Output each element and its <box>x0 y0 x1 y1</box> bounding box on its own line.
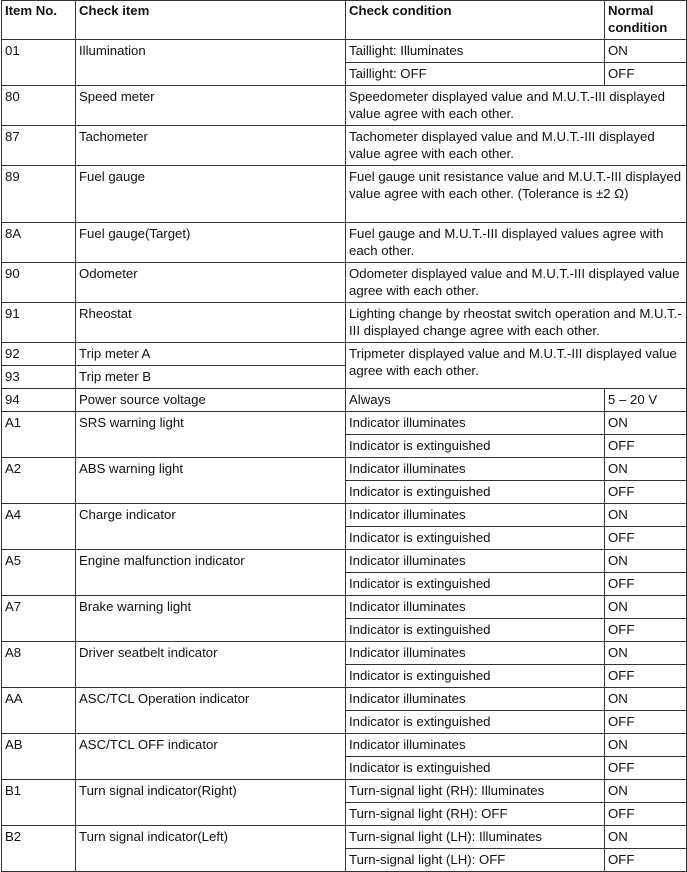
normal-condition-cell: ON <box>605 412 687 435</box>
normal-condition-cell: OFF <box>605 435 687 458</box>
table-row <box>2 412 687 435</box>
normal-condition-cell: 5 – 20 V <box>605 389 687 412</box>
header-item-no: Item No. <box>2 1 76 40</box>
check-condition-cell: Taillight: OFF <box>346 63 605 86</box>
table-row <box>2 826 687 849</box>
check-item-cell: ASC/TCL OFF indicator <box>76 734 346 780</box>
check-condition-cell: Indicator is extinguished <box>346 573 605 596</box>
item-no-cell: B1 <box>2 780 76 826</box>
normal-condition-cell: OFF <box>605 757 687 780</box>
check-item-cell: Brake warning light <box>76 596 346 642</box>
header-row <box>2 1 687 40</box>
normal-condition-cell: ON <box>605 40 687 63</box>
header-check-item: Check item <box>76 1 346 40</box>
check-item-cell: Illumination <box>76 40 346 86</box>
check-condition-cell: Fuel gauge and M.U.T.-III displayed values agree with each other. <box>346 223 687 263</box>
table-row <box>2 389 687 412</box>
normal-condition-cell: OFF <box>605 527 687 550</box>
check-condition-cell: Fuel gauge unit resistance value and M.U.T.-III displayed value agree with each other. (Tolerance is ±2 Ω) <box>346 166 687 223</box>
check-item-cell: ABS warning light <box>76 458 346 504</box>
normal-condition-cell: OFF <box>605 573 687 596</box>
table-row <box>2 263 687 303</box>
check-condition-cell: Indicator illuminates <box>346 734 605 757</box>
item-no-cell: 92 <box>2 343 76 366</box>
item-no-cell: AA <box>2 688 76 734</box>
table-row <box>2 86 687 126</box>
item-no-cell: 87 <box>2 126 76 166</box>
check-item-cell: Tachometer <box>76 126 346 166</box>
normal-condition-cell: OFF <box>605 665 687 688</box>
header-check-condition: Check condition <box>346 1 605 40</box>
check-condition-cell: Indicator is extinguished <box>346 481 605 504</box>
table-row <box>2 343 687 366</box>
check-item-cell: Trip meter B <box>76 366 346 389</box>
normal-condition-cell: ON <box>605 780 687 803</box>
item-no-cell: 8A <box>2 223 76 263</box>
table-row <box>2 166 687 223</box>
normal-condition-cell: OFF <box>605 63 687 86</box>
table-row <box>2 40 687 63</box>
check-condition-cell: Tachometer displayed value and M.U.T.-III displayed value agree with each other. <box>346 126 687 166</box>
normal-condition-cell: ON <box>605 826 687 849</box>
item-no-cell: 01 <box>2 40 76 86</box>
check-condition-cell: Indicator illuminates <box>346 504 605 527</box>
table-row <box>2 642 687 665</box>
header-normal-condition: Normal condition <box>605 1 687 40</box>
check-condition-cell: Indicator is extinguished <box>346 527 605 550</box>
check-item-cell: Driver seatbelt indicator <box>76 642 346 688</box>
table-row <box>2 223 687 263</box>
check-condition-cell: Indicator illuminates <box>346 412 605 435</box>
check-item-cell: SRS warning light <box>76 412 346 458</box>
check-condition-cell: Speedometer displayed value and M.U.T.-III displayed value agree with each other. <box>346 86 687 126</box>
check-item-cell: ASC/TCL Operation indicator <box>76 688 346 734</box>
check-table <box>1 0 687 872</box>
item-no-cell: 91 <box>2 303 76 343</box>
check-item-cell: Rheostat <box>76 303 346 343</box>
item-no-cell: A5 <box>2 550 76 596</box>
table-row <box>2 596 687 619</box>
check-condition-cell: Taillight: Illuminates <box>346 40 605 63</box>
check-condition-cell: Turn-signal light (RH): Illuminates <box>346 780 605 803</box>
normal-condition-cell: ON <box>605 688 687 711</box>
check-condition-cell: Turn-signal light (LH): Illuminates <box>346 826 605 849</box>
check-item-cell: Charge indicator <box>76 504 346 550</box>
check-condition-cell: Always <box>346 389 605 412</box>
normal-condition-cell: ON <box>605 734 687 757</box>
item-no-cell: A7 <box>2 596 76 642</box>
check-item-cell: Turn signal indicator(Right) <box>76 780 346 826</box>
check-condition-cell: Indicator illuminates <box>346 458 605 481</box>
item-no-cell: A4 <box>2 504 76 550</box>
table-row <box>2 780 687 803</box>
item-no-cell: 93 <box>2 366 76 389</box>
item-no-cell: 94 <box>2 389 76 412</box>
normal-condition-cell: OFF <box>605 481 687 504</box>
item-no-cell: A1 <box>2 412 76 458</box>
table-row <box>2 688 687 711</box>
table-row <box>2 550 687 573</box>
item-no-cell: 80 <box>2 86 76 126</box>
check-condition-cell: Indicator illuminates <box>346 596 605 619</box>
item-no-cell: A2 <box>2 458 76 504</box>
table-row <box>2 126 687 166</box>
check-condition-cell: Indicator is extinguished <box>346 665 605 688</box>
check-item-cell: Power source voltage <box>76 389 346 412</box>
table-row <box>2 458 687 481</box>
check-item-cell: Odometer <box>76 263 346 303</box>
check-condition-cell: Indicator illuminates <box>346 688 605 711</box>
check-item-cell: Speed meter <box>76 86 346 126</box>
check-condition-cell: Indicator illuminates <box>346 642 605 665</box>
table-row <box>2 734 687 757</box>
check-condition-cell: Indicator is extinguished <box>346 435 605 458</box>
check-item-cell: Engine malfunction indicator <box>76 550 346 596</box>
check-condition-cell: Turn-signal light (RH): OFF <box>346 803 605 826</box>
check-condition-cell: Indicator illuminates <box>346 550 605 573</box>
check-condition-cell: Indicator is extinguished <box>346 757 605 780</box>
check-item-cell: Turn signal indicator(Left) <box>76 826 346 872</box>
normal-condition-cell: OFF <box>605 619 687 642</box>
check-item-cell: Trip meter A <box>76 343 346 366</box>
check-condition-cell: Tripmeter displayed value and M.U.T.-III displayed value agree with each other. <box>346 343 687 389</box>
check-item-cell: Fuel gauge(Target) <box>76 223 346 263</box>
item-no-cell: 90 <box>2 263 76 303</box>
item-no-cell: B2 <box>2 826 76 872</box>
check-item-cell: Fuel gauge <box>76 166 346 223</box>
normal-condition-cell: ON <box>605 458 687 481</box>
check-condition-cell: Indicator is extinguished <box>346 711 605 734</box>
normal-condition-cell: OFF <box>605 849 687 872</box>
normal-condition-cell: ON <box>605 596 687 619</box>
item-no-cell: 89 <box>2 166 76 223</box>
normal-condition-cell: OFF <box>605 711 687 734</box>
check-condition-cell: Indicator is extinguished <box>346 619 605 642</box>
item-no-cell: A8 <box>2 642 76 688</box>
normal-condition-cell: ON <box>605 550 687 573</box>
normal-condition-cell: ON <box>605 642 687 665</box>
item-no-cell: AB <box>2 734 76 780</box>
normal-condition-cell: OFF <box>605 803 687 826</box>
check-condition-cell: Turn-signal light (LH): OFF <box>346 849 605 872</box>
normal-condition-cell: ON <box>605 504 687 527</box>
table-row <box>2 504 687 527</box>
check-condition-cell: Odometer displayed value and M.U.T.-III displayed value agree with each other. <box>346 263 687 303</box>
check-condition-cell: Lighting change by rheostat switch operation and M.U.T.-III displayed change agree with each other. <box>346 303 687 343</box>
table-row <box>2 303 687 343</box>
